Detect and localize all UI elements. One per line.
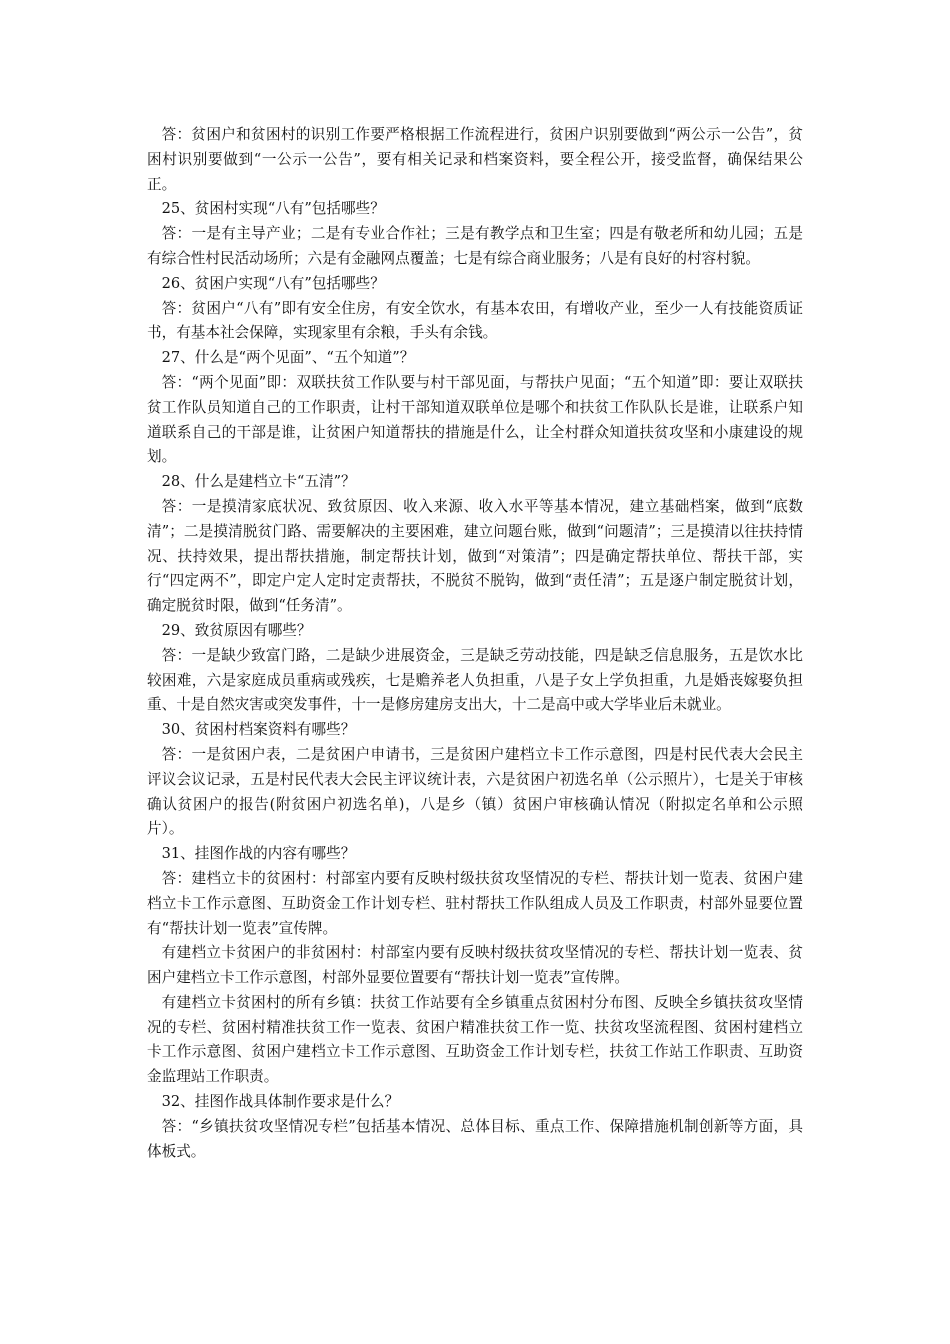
answer-paragraph: 答：贫困户“八有”即有安全住房，有安全饮水，有基本农田，有增收产业，至少一人有技能资质证书，有基本社会保障，实现家里有余粮，手头有余钱。 (147, 299, 803, 342)
question-heading: 28、什么是建档立卡“五清”？ (161, 473, 356, 491)
question-heading: 31、挂图作战的内容有哪些？ (161, 845, 356, 863)
question-heading: 27、什么是“两个见面”、“五个知道”？ (161, 349, 415, 367)
answer-paragraph: 答：“乡镇扶贫攻坚情况专栏”包括基本情况、总体目标、重点工作、保障措施机制创新等方面，具体板式。 (147, 1117, 803, 1160)
question-heading: 29、致贫原因有哪些？ (161, 621, 312, 639)
answer-paragraph: 答：贫困户和贫困村的识别工作要严格根据工作流程进行，贫困户识别要做到“两公示一公告”，贫困村识别要做到“一公示一公告”，要有相关记录和档案资料，要全程公开，接受监督，确保结果公正。 (147, 126, 803, 193)
question-heading: 26、贫困户实现“八有”包括哪些？ (161, 274, 385, 292)
answer-paragraph: 答：一是缺少致富门路，二是缺少进展资金，三是缺乏劳动技能，四是缺乏信息服务，五是饮水比较困难，六是家庭成员重病或残疾，七是赡养老人负担重，八是子女上学负担重，九是婚丧嫁娶负担重、十是自然灾害或突发事件，十一是修房建房支出大，十二是高中或大学毕业后未就业。 (147, 646, 803, 714)
answer-paragraph: 答：一是有主导产业；二是有专业合作社；三是有教学点和卫生室；四是有敬老所和幼儿园；五是有综合性村民活动场所；六是有金融网点覆盖；七是有综合商业服务；八是有良好的村容村貌。 (147, 225, 803, 267)
answer-paragraph: 有建档立卡贫困村的所有乡镇：扶贫工作站要有全乡镇重点贫困村分布图、反映全乡镇扶贫攻坚情况的专栏、贫困村精准扶贫工作一览表、贫困户精准扶贫工作一览、扶贫攻坚流程图、贫困村建档立卡工作示意图、贫困户建档立卡工作示意图、互助资金工作计划专栏，扶贫工作站工作职责、互助资金监理站工作职责。 (147, 993, 803, 1086)
question-heading: 25、贫困村实现“八有”包括哪些？ (161, 200, 385, 218)
answer-paragraph: 答：建档立卡的贫困村：村部室内要有反映村级扶贫攻坚情况的专栏、帮扶计划一览表、贫困户建档立卡工作示意图、互助资金工作计划专栏、驻村帮扶工作队组成人员及工作职责，村部外显要位置有“帮扶计划一览表”宣传牌。 (147, 869, 803, 937)
answer-paragraph: 答：一是贫困户表，二是贫困户申请书，三是贫困户建档立卡工作示意图，四是村民代表大会民主评议会议记录，五是村民代表大会民主评议统计表，六是贫困户初选名单（公示照片），七是关于审核确认贫困户的报告(附贫困户初选名单)，八是乡（镇）贫困户审核确认情况（附拟定名单和公示照片）。 (147, 745, 803, 838)
question-heading: 32、挂图作战具体制作要求是什么？ (161, 1093, 400, 1111)
answer-paragraph: 答：一是摸清家底状况、致贫原因、收入来源、收入水平等基本情况，建立基础档案，做到“底数清”；二是摸清脱贫门路、需要解决的主要困难，建立问题台账，做到“问题清”；三是摸清以往扶持情况、扶持效果，提出帮扶措施，制定帮扶计划，做到“对策清”；四是确定帮扶单位、帮扶干部，实行“四定两不”，即定户定人定时定责帮扶，不脱贫不脱钩，做到“责任清”；五是逐户制定脱贫计划，确定脱贫时限，做到“任务清”。 (147, 497, 803, 615)
answer-paragraph: 有建档立卡贫困户的非贫困村：村部室内要有反映村级扶贫攻坚情况的专栏、帮扶计划一览表、贫困户建档立卡工作示意图，村部外显要位置要有“帮扶计划一览表”宣传牌。 (147, 944, 803, 987)
question-heading: 30、贫困村档案资料有哪些？ (161, 721, 356, 739)
answer-paragraph: 答：“两个见面”即：双联扶贫工作队要与村干部见面，与帮扶户见面；“五个知道”即：要让双联扶贫工作队员知道自己的工作职责，让村干部知道双联单位是哪个和扶贫工作队队长是谁，让联系户知道联系自己的干部是谁，让贫困户知道帮扶的措施是什么，让全村群众知道扶贫攻坚和小康建设的规划。 (147, 373, 803, 466)
